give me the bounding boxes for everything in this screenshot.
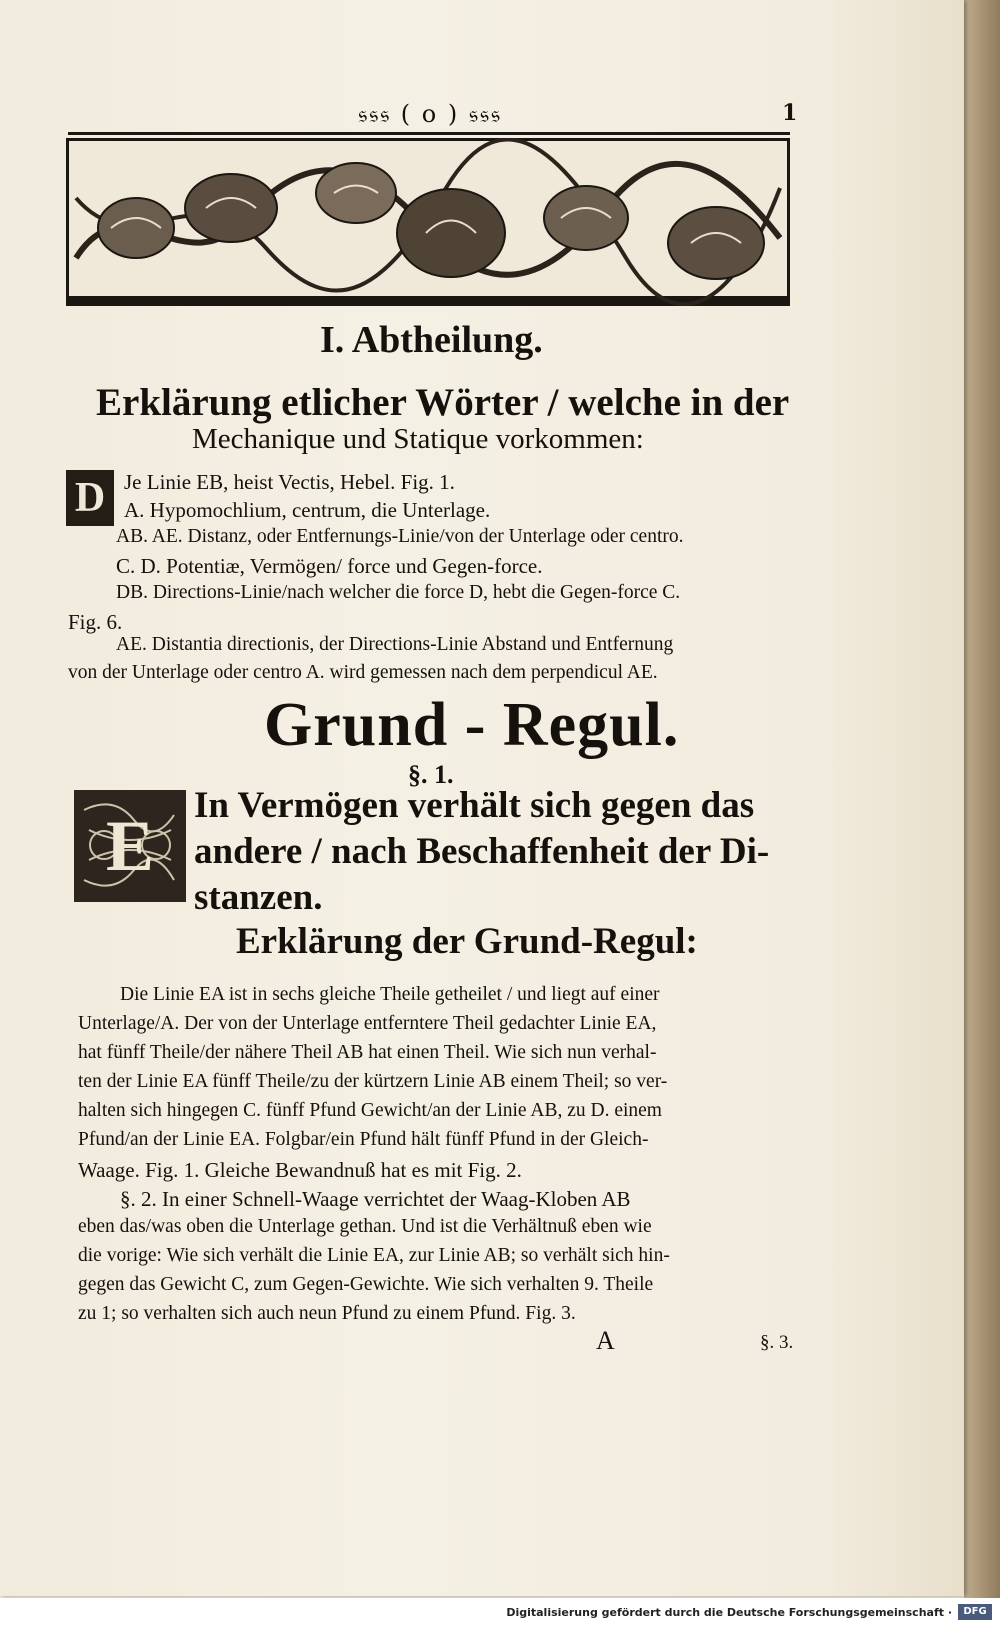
explanation-line: hat fünff Theile/der nähere Theil AB hat einen Theil. Wie sich nun verhal- bbox=[78, 1042, 657, 1063]
definition-line: von der Unterlage oder centro A. wird gemessen nach dem perpendicul AE. bbox=[68, 662, 658, 683]
definition-line: A. Hypomochlium, centrum, die Unterlage. bbox=[124, 498, 491, 522]
explanation-line: zu 1; so verhalten sich auch neun Pfund zu einem Pfund. Fig. 3. bbox=[78, 1303, 576, 1324]
rule-line: In Vermögen verhält sich gegen das bbox=[194, 785, 755, 826]
explanation-title: Erklärung der Grund-Regul: bbox=[236, 921, 698, 962]
rule-line: andere / nach Beschaffenheit der Di- bbox=[194, 831, 770, 872]
book-edge bbox=[964, 0, 1000, 1600]
header-rule bbox=[68, 132, 790, 135]
floral-ornament-band bbox=[66, 138, 790, 306]
section-title: I. Abtheilung. bbox=[320, 319, 543, 361]
explanation-line: die vorige: Wie sich verhält die Linie EA, zur Linie AB; so verhält sich hin- bbox=[78, 1245, 670, 1266]
definition-line: Fig. 6. bbox=[68, 610, 123, 634]
signature-mark: A bbox=[596, 1326, 615, 1355]
rule-line: stanzen. bbox=[194, 877, 323, 918]
svg-text:E: E bbox=[105, 806, 155, 886]
digitization-credit: Digitalisierung gefördert durch die Deutsche Forschungsgemeinschaft · bbox=[506, 1606, 952, 1619]
catchword: §. 3. bbox=[760, 1332, 794, 1353]
explanation-line: halten sich hingegen C. fünff Pfund Gewicht/an der Linie AB, zu D. einem bbox=[78, 1100, 662, 1121]
page-number: 1 bbox=[782, 100, 798, 126]
explanation-line: eben das/was oben die Unterlage gethan. Und ist die Verhältnuß eben wie bbox=[78, 1216, 652, 1237]
definition-line: AB. AE. Distanz, oder Entfernungs-Linie/von der Unterlage oder centro. bbox=[116, 526, 684, 547]
definition-line: Je Linie EB, heist Vectis, Hebel. Fig. 1. bbox=[124, 470, 455, 494]
running-head: 𝔰𝔰𝔰 ( o ) 𝔰𝔰𝔰 bbox=[358, 100, 502, 128]
dfg-logo: DFG bbox=[958, 1604, 992, 1620]
explanation-line: Unterlage/A. Der von der Unterlage entferntere Theil gedachter Linie EA, bbox=[78, 1013, 657, 1034]
explanation-line: Die Linie EA ist in sechs gleiche Theile getheilet / und liegt auf einer bbox=[120, 984, 660, 1005]
explanation-line: §. 2. In einer Schnell-Waage verrichtet der Waag-Kloben AB bbox=[120, 1187, 631, 1211]
paragraph-mark: §. 1. bbox=[408, 760, 454, 789]
explanation-line: Waage. Fig. 1. Gleiche Bewandnuß hat es mit Fig. 2. bbox=[78, 1158, 522, 1182]
explanation-line: Pfund/an der Linie EA. Folgbar/ein Pfund hält fünff Pfund in der Gleich- bbox=[78, 1129, 649, 1150]
explanation-line: gegen das Gewicht C, zum Gegen-Gewichte. Wie sich verhalten 9. Theile bbox=[78, 1274, 654, 1295]
definition-line: C. D. Potentiæ, Vermögen/ force und Gegen-force. bbox=[116, 554, 543, 578]
explanation-line: ten der Linie EA fünff Theile/zu der kürtzern Linie AB einem Theil; so ver- bbox=[78, 1071, 668, 1092]
definition-line: AE. Distantia directionis, der Directions-Linie Abstand und Entfernung bbox=[116, 634, 674, 655]
grund-regul-title: Grund - Regul. bbox=[264, 691, 680, 759]
heading-line-2: Mechanique und Statique vorkommen: bbox=[192, 423, 644, 455]
ornamental-drop-cap bbox=[74, 790, 186, 902]
definition-line: DB. Directions-Linie/nach welcher die force D, hebt die Gegen-force C. bbox=[116, 582, 681, 603]
heading-line-1: Erklärung etlicher Wörter / welche in der bbox=[96, 381, 790, 424]
drop-cap-d: D bbox=[66, 470, 114, 526]
